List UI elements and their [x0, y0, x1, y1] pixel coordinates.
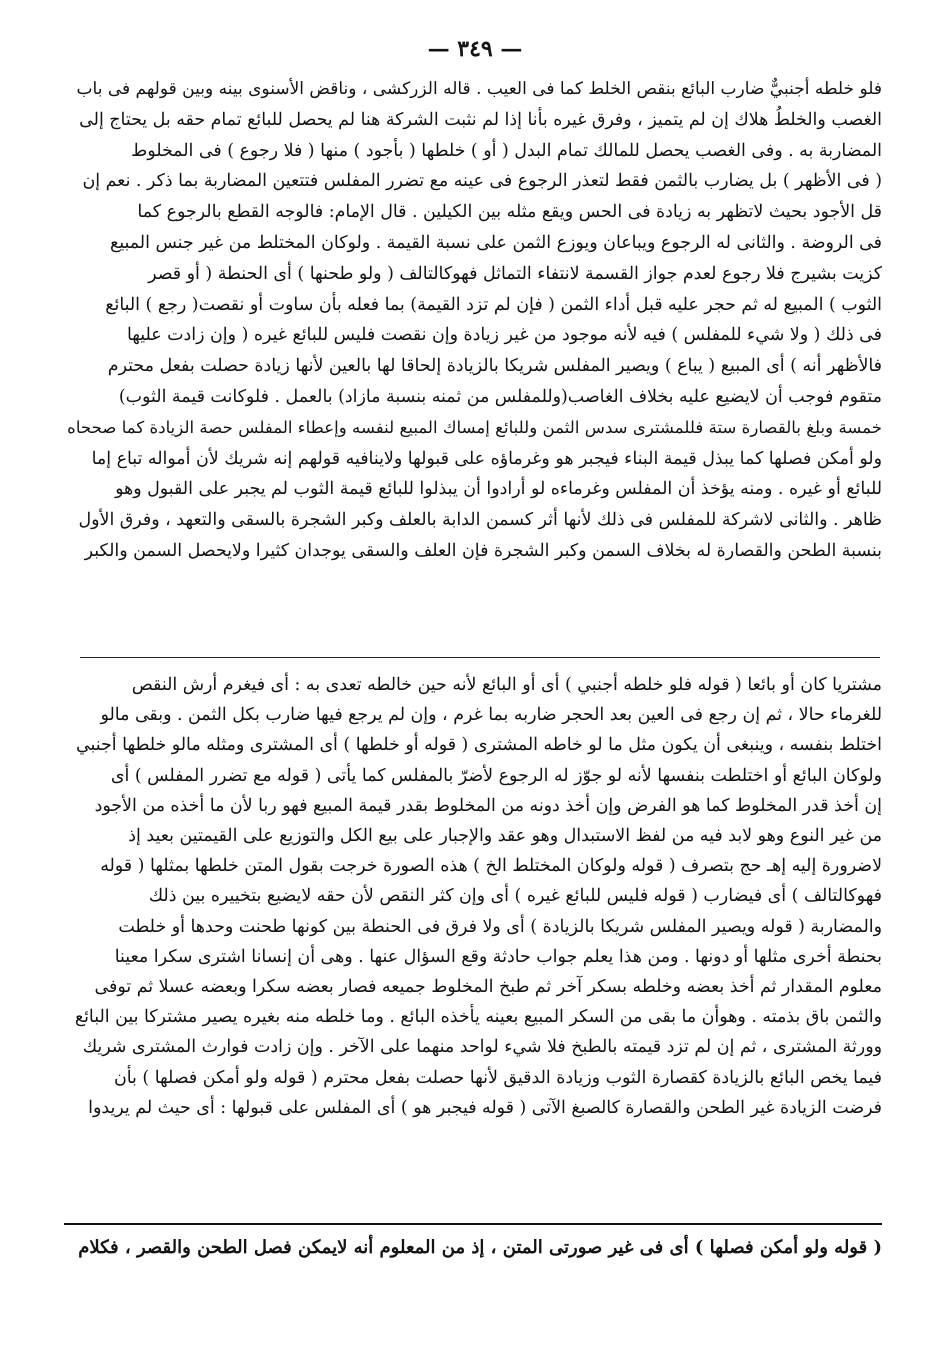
- section-divider: [80, 657, 880, 658]
- commentary-line: فرضت الزيادة غير الطحن والقصارة كالصبغ الآتى ( قوله فيجبر هو ) أى المفلس على قبولها : أى حيث لم يريدوا: [88, 1097, 882, 1118]
- main-text-line: للبائع أو غيره . ومنه يؤخذ أن المفلس وغرماءه لو أرادوا أن يبذلوا للبائع قيمة الثوب لم يجبر على القبول وهو: [115, 479, 882, 500]
- commentary-line: بحنطة أخرى مثلها أو دونها . ومن هذا يعلم جواب حادثة وقع السؤال عنها . وهى أن إنسانا اشترى سكرا معينا: [114, 946, 882, 967]
- main-text-block: [64, 74, 882, 567]
- commentary-line: وورثة المشترى ، ثم إن لم تزد قيمته بالطبخ فلا شيء لواحد منهما على الآخر . وإن زادت فوارث المشترى شريك: [82, 1037, 882, 1058]
- main-text-line: الغصب والخلطُ هلاك إن لم يتميز ، وفرق غيره بأنا إذا لم نثبت الشركة هنا لم يحصل للبائع تمام حقه بل يحتاج إلى: [79, 109, 882, 130]
- main-text-line: كزيت بشيرج فلا رجوع لعدم جواز القسمة لانتفاء التماثل فهوكالتالف ( ولو طحنها ) أى الحنطة ( أو قصر: [148, 263, 882, 284]
- commentary-line: والمضاربة ( قوله ويصير المفلس شريكا بالزيادة ) أى ولا فرق فى الحنطة بين كونها طحنت وحدها أو خلطت: [118, 916, 882, 937]
- footer-note: [64, 1233, 882, 1263]
- main-text-line: الثوب ) المبيع له ثم حجر عليه قبل أداء الثمن ( فإن لم تزد القيمة) بما فعله بأن ساوت أو نقصت( رجع ) البائع: [105, 294, 882, 315]
- commentary-block: [64, 670, 882, 1123]
- main-text-line: فى الروضة . والثانى له الرجوع ويباعان ويوزع الثمن على نسبة القيمة . ولوكان المختلط من غير جنس المبيع: [109, 232, 882, 253]
- commentary-line: فهوكالتالف ) أى فيضارب ( قوله فليس للبائع غيره ) أى وإن كثر النقص لأن حقه لايضيع بتخييره بين ذلك: [148, 886, 882, 907]
- commentary-line: إن أخذ قدر المخلوط كما هو الفرض وإن أخذ دونه من المخلوط بقدر قيمة المبيع فهو ربا لأن ما أخذه من الأجود: [94, 795, 882, 816]
- commentary-line: فيما يخص البائع بالزيادة كقصارة الثوب وزيادة الدقيق لأنها حصلت بفعل محترم ( قوله ولو أمكن فصلها ) بأن: [113, 1067, 882, 1088]
- main-text-line: قل الأجود بحيث لاتظهر به زيادة فى الحس ويقع مثله بين الكيلين . قال الإمام: فالوجه القطع بالرجوع كما: [137, 202, 882, 223]
- commentary-line: معلوم المقدار ثم أخذ بعضه وخلطه بسكر آخر ثم طبخ المخلوط جميعه فصار بعضه سكرا وبعضه عسلا ثم توفى: [94, 977, 882, 998]
- main-text-line: ظاهر . والثانى لاشركة للمفلس فى ذلك لأنها أثر كسمن الدابة بالعلف وكبر الشجرة بالسقى والتعهد ، وفرق الأول: [78, 510, 882, 531]
- page-number: — ٣٤٩ —: [427, 36, 523, 62]
- main-text-line: ( فى الأظهر ) بل يضارب بالثمن فقط لتعذر الرجوع فى عينه مع تضرر المفلس فتتعين المضاربة بما ذكر . نعم إن: [82, 171, 882, 192]
- commentary-line: مشتريا كان أو بائعا ( قوله فلو خلطه أجنبي ) أى أو البائع لأنه حين خالطه تعدى به : أى فيغرم أرش النقص: [131, 675, 882, 695]
- main-text-line: بنسبة الطحن والقصارة له بخلاف السمن وكبر الشجرة فإن العلف والسقى يوجدان كثيرا ولايحصل السمن والكبر: [84, 540, 882, 561]
- commentary-line: والثمن باق بذمته . وهوأن ما بقى من السكر المبيع بعينه يأخذه البائع . وما خلطه منه بغيره يصير مشتركا بين البائع: [74, 1007, 882, 1028]
- main-text-line: ولو أمكن فصلها كما يبذل قيمة البناء فيجبر هو وغرماؤه على قبولها ولاينافيه قولهم إنه شريك لأن أمواله تباع إما: [91, 448, 882, 469]
- main-text-line: متقوم فوجب أن لايضيع عليه بخلاف الغاصب(وللمفلس من ثمنه بنسبة مازاد) بالعمل . فلوكانت قيمة الثوب): [118, 386, 882, 407]
- commentary-line: للغرماء حالا ، ثم إن رجع فى العين بعد الحجر ضاربه بما غرم ، وإن لم يرجع فيها ضارب بكل الثمن . وبقى مالو: [100, 705, 882, 726]
- commentary-line: لاضرورة إليه إهـ حج بتصرف ( قوله ولوكان المختلط الخ ) هذه الصورة خرجت بقول المتن خلطها بمثلها ( قوله: [100, 856, 882, 877]
- main-text-line: فالأظهر أنه ) أى المبيع ( يباع ) ويصير المفلس شريكا بالزيادة إلحاقا لها بالعين لأنها زيادة حصلت بفعل محترم: [107, 356, 882, 377]
- main-text-line: المضاربة به . وفى الغصب يحصل للمالك تمام البدل ( أو ) خلطها ( بأجود ) منها ( فلا رجوع ) فى المخلوط: [131, 140, 882, 161]
- commentary-line: من غير النوع وهو لابد فيه من لفظ الاستبدال وهو عقد والإجبار على بيع الكل والتوزيع على القيمتين بعيد إذ: [128, 826, 882, 847]
- commentary-line: ولوكان البائع أو اختلطت بنفسها لأنه لو جوّز له الرجوع لأضرّ بالمفلس كما يأتى ( قوله مع تضرر المفلس ) أى: [110, 765, 882, 786]
- footer-line: ( قوله ولو أمكن فصلها ) أى فى غير صورتى المتن ، إذ من المعلوم أنه لايمكن فصل الطحن والقصر ، فكلام: [78, 1237, 882, 1258]
- main-text-line: فلو خلطه أجنبيٌّ ضارب البائع بنقص الخلط كما فى العيب . قاله الزركشى ، وناقض الأسنوى بينه وبين قولهم فى باب: [76, 79, 882, 99]
- footer-divider: [64, 1223, 882, 1225]
- commentary-line: اختلط بنفسه ، وينبغى أن يكون مثل ما لو خاطه المشترى ( قوله أو خلطها ) أى المشترى ومثله مالو خلطها أجنبي: [76, 735, 882, 756]
- main-text-line: فى ذلك ( ولا شيء للمفلس ) فيه لأنه موجود من غير زيادة وإن نقصت فليس للبائع غيره ( وإن زادت عليها: [126, 325, 882, 346]
- main-text-line: خمسة وبلغ بالقصارة ستة فللمشترى سدس الثمن وللبائع إمساك المبيع لنفسه وإعطاء المفلس حصة الزيادة كما صححاه: [67, 417, 882, 437]
